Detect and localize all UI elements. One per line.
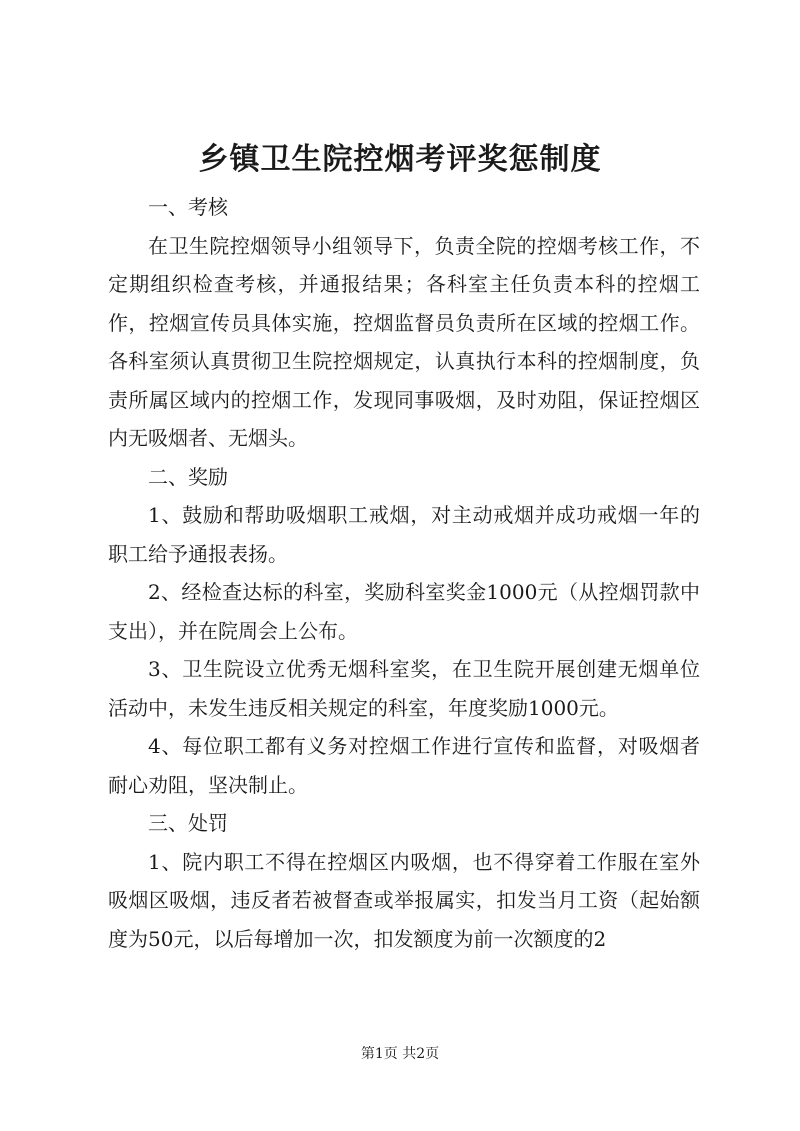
- section-heading-rewards: 二、奖励: [148, 464, 228, 489]
- paragraph-reward-3: 3、卫生院设立优秀无烟科室奖，在卫生院开展创建无烟单位活动中，未发生违反相关规定的科室，年度奖励1000元。: [108, 657, 700, 720]
- section-heading-assessment: 一、考核: [148, 195, 228, 219]
- document-body: [108, 188, 700, 958]
- document-title: 乡镇卫生院控烟考评奖惩制度: [198, 142, 602, 177]
- paragraph-reward-4: 4、每位职工都有义务对控烟工作进行宣传和监督，对吸烟者耐心劝阻，坚决制止。: [108, 734, 700, 797]
- paragraph-reward-2: 2、经检查达标的科室，奖励科室奖金1000元（从控烟罚款中支出），并在院周会上公布。: [108, 580, 700, 643]
- paragraph-penalty-1: 1、院内职工不得在控烟区内吸烟，也不得穿着工作服在室外吸烟区吸烟，违反者若被督查或举报属实，扣发当月工资（起始额度为50元，以后每增加一次，扣发额度为前一次额度的2: [108, 849, 700, 951]
- paragraph-reward-1: 1、鼓励和帮助吸烟职工戒烟，对主动戒烟并成功戒烟一年的职工给予通报表扬。: [108, 503, 700, 566]
- section-heading-penalties: 三、处罚: [148, 811, 228, 835]
- page-footer: 第1页 共2页: [360, 1046, 440, 1062]
- paragraph-assessment: 在卫生院控烟领导小组领导下，负责全院的控烟考核工作，不定期组织检查考核，并通报结果；各科室主任负责本科的控烟工作，控烟宣传员具体实施，控烟监督员负责所在区域的控烟工作。各科室须认真贯彻卫生院控烟规定，认真执行本科的控烟制度，负责所属区域内的控烟工作，发现同事吸烟，及时劝阻，保证控烟区内无吸烟者、无烟头。: [108, 233, 700, 450]
